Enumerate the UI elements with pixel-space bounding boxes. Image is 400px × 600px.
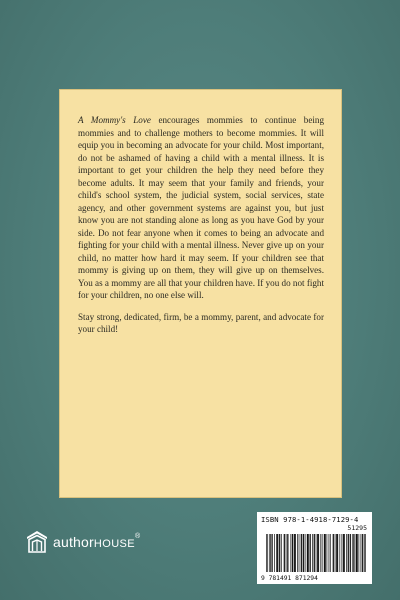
barcode-bar [293, 534, 294, 572]
barcode-bar [271, 534, 272, 572]
barcode-bar [364, 534, 365, 572]
barcode-bar [279, 534, 280, 572]
barcode-bar [301, 534, 302, 572]
barcode-bar [330, 534, 331, 572]
barcode-bar [324, 534, 325, 572]
book-title: A Mommy's Love [78, 115, 151, 125]
barcode-bar [365, 534, 366, 572]
barcode-bar [363, 534, 364, 572]
barcode-bar [303, 534, 304, 572]
barcode-bar [320, 534, 321, 572]
barcode-bar [327, 534, 328, 572]
isbn-barcode [257, 512, 372, 584]
barcode-bar [356, 534, 357, 572]
barcode-bar [322, 534, 323, 572]
barcode-bar [314, 534, 315, 572]
barcode-bar [354, 534, 355, 572]
barcode-bar [307, 534, 308, 572]
barcode-bar [299, 534, 300, 572]
blurb-paragraph-2: Stay strong, dedicated, firm, be a mommy, parent, and advocate for your child! [78, 311, 324, 334]
blurb-paragraph-1 [78, 114, 324, 302]
barcode-bar [274, 534, 275, 572]
barcode-bar [344, 534, 345, 572]
barcode-bar [272, 534, 273, 572]
barcode-bar [357, 534, 358, 572]
barcode-bar [310, 534, 311, 572]
barcode-bar [312, 534, 313, 572]
barcode-bar [310, 534, 311, 572]
barcode-bar [361, 534, 362, 572]
price-addon: 51295 [347, 524, 367, 532]
barcode-bar [325, 534, 326, 572]
isbn-label: ISBN 978-1-4918-7129-4 [261, 515, 359, 524]
barcode-bar [301, 534, 302, 572]
barcode-bar [280, 534, 281, 572]
publisher-logo [26, 530, 140, 554]
barcode-bar [333, 534, 334, 572]
barcode-bar [267, 534, 268, 572]
barcode-bar [329, 534, 330, 572]
barcode-bar [292, 534, 293, 572]
barcode-bar [294, 534, 295, 572]
barcode-bar [314, 534, 315, 572]
barcode-bar [339, 534, 340, 572]
blurb-paragraph-1-text: encourages mommies to continue being mommies and to challenge mothers to become mommies. It will equip you in becoming an advocate for your child. Most important, do not be ashamed of having a child with a mental illness. It is important to get your children the help they need before they become adults. It may seem that your family and friends, your child's school system, the judicial system, social services, state agency, and other government systems are against you, but just know you are not standing alone as long as you have God by your side. Do not fear anyone when it comes to being an advocate and fighting for your child with a mental illness. Never give up on your child, no matter how hard it may seem. If your children see that mommy is giving up on them, they will give up on themselves. You as a mommy are all that your children have. If you do not fight for your children, no one else will. [78, 115, 324, 300]
barcode-bar [303, 534, 304, 572]
barcode-bar [350, 534, 351, 572]
barcode-bar [337, 534, 338, 572]
barcode-bar [348, 534, 349, 572]
barcode-bar [284, 534, 285, 572]
barcode-bar [318, 534, 319, 572]
barcode-bar [278, 534, 279, 572]
barcode-bar [288, 534, 289, 572]
barcode-bar [335, 534, 336, 572]
barcode-bar [284, 534, 285, 572]
barcode-bar [287, 534, 288, 572]
barcode-bar [336, 534, 337, 572]
barcode-bar [333, 534, 334, 572]
barcode-bar [325, 534, 326, 572]
barcode-bar [352, 534, 353, 572]
barcode-bar [348, 534, 349, 572]
barcode-bar [362, 534, 363, 572]
barcode-bar [286, 534, 287, 572]
barcode-bar [305, 534, 306, 572]
barcode-bar [342, 534, 343, 572]
barcode-digits: 9 781491 871294 [261, 575, 318, 582]
barcode-bar [353, 534, 354, 572]
barcode-bar [350, 534, 351, 572]
barcode-bar [307, 534, 308, 572]
barcode-bar [318, 534, 319, 572]
barcode-bar [356, 534, 357, 572]
barcode-bar [295, 534, 296, 572]
barcode-bar [281, 534, 282, 572]
barcode-bar [308, 534, 309, 572]
barcode-bar [346, 534, 347, 572]
barcode-bar [266, 534, 267, 572]
barcode-bar [295, 534, 296, 572]
barcode-bar [317, 534, 318, 572]
barcode-bar [297, 534, 298, 572]
barcode-bar [359, 534, 360, 572]
blurb-panel [59, 89, 342, 498]
barcode-bar [277, 534, 278, 572]
barcode-bar [344, 534, 345, 572]
barcode-bar [276, 534, 277, 572]
barcode-bar [269, 534, 270, 572]
publisher-name: authorHOUSE® [53, 533, 141, 550]
barcode-bar [316, 534, 317, 572]
barcode-bar [290, 534, 291, 572]
book-house-icon [26, 530, 48, 554]
barcode-bars [266, 534, 366, 572]
barcode-bar [343, 534, 344, 572]
barcode-bar [337, 534, 338, 572]
barcode-bar [270, 534, 271, 572]
